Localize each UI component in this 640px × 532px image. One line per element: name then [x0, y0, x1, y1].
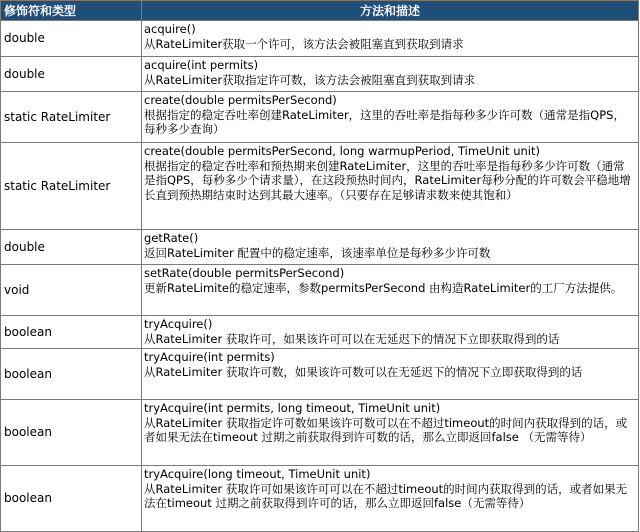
- row-type: double: [1, 21, 142, 57]
- method-signature: create(double permitsPerSecond): [144, 93, 337, 107]
- row-type: boolean: [1, 466, 142, 532]
- method-description: 从RateLimiter获取一个许可，该方法会被阻塞直到获取到请求: [144, 36, 464, 51]
- method-signature: tryAcquire(): [144, 317, 213, 331]
- row-type: static RateLimiter: [1, 143, 142, 230]
- row-method: [142, 143, 639, 230]
- row-method: [142, 400, 639, 466]
- method-description: 根据指定的稳定吞吐率和预热期来创建RateLimiter，这里的吞吐率是指每秒多少许可数（通常是指QPS，每秒多少个请求量），在这段预热时间内，RateLimiter每秒分配的许可数会平稳地增长直到预热期结束时达到其最大速率。（只要存在足够请求数来使其饱和）: [144, 158, 631, 202]
- row-method: [142, 92, 639, 143]
- table-row: [1, 230, 639, 265]
- table-row: [1, 92, 639, 143]
- method-signature: tryAcquire(long timeout, TimeUnit unit): [144, 467, 371, 481]
- table-row: [1, 21, 639, 57]
- method-signature: setRate(double permitsPerSecond): [144, 266, 345, 280]
- row-type: double: [1, 57, 142, 92]
- row-type: static RateLimiter: [1, 92, 142, 143]
- method-description: 更新RateLimite的稳定速率，参数permitsPerSecond 由构造RateLimiter的工厂方法提供。: [144, 280, 623, 295]
- method-description: 返回RateLimiter 配置中的稳定速率，该速率单位是每秒多少许可数: [144, 245, 491, 260]
- table-row: [1, 400, 639, 466]
- row-method: [142, 230, 639, 265]
- method-description: 从RateLimiter 获取许可数，如果该许可数可以在无延迟下的情况下立即获取得到的话: [144, 364, 583, 379]
- column-header-type: 修饰符和类型: [1, 1, 142, 21]
- table-row: [1, 349, 639, 400]
- column-header-method: 方法和描述: [142, 1, 639, 21]
- row-method: [142, 466, 639, 532]
- method-signature: getRate(): [144, 231, 199, 245]
- table-row: [1, 57, 639, 92]
- row-method: [142, 349, 639, 400]
- table-row: [1, 466, 639, 532]
- row-type: boolean: [1, 400, 142, 466]
- table-row: [1, 143, 639, 230]
- row-method: [142, 21, 639, 57]
- method-signature: acquire(int permits): [144, 58, 259, 72]
- method-description: 从RateLimiter 获取许可如果该许可可以在不超过timeout的时间内获取得到的话，或者如果无法在timeout 过期之前获取得到许可的话，那么立即返回false（无需等待）: [144, 481, 628, 511]
- method-description: 从RateLimiter 获取指定许可数如果该许可数可以在不超过timeout的时间内获取得到的话，或者如果无法在timeout 过期之前获取得到许可数的话，那么立即返回false （无需等待）: [144, 415, 628, 445]
- row-type: boolean: [1, 316, 142, 349]
- row-method: [142, 316, 639, 349]
- method-signature: tryAcquire(int permits, long timeout, TimeUnit unit): [144, 401, 441, 415]
- row-type: boolean: [1, 349, 142, 400]
- method-description: 根据指定的稳定吞吐率创建RateLimiter，这里的吞吐率是指每秒多少许可数（通常是指QPS，每秒多少查询）: [144, 107, 625, 137]
- header-row: [1, 1, 639, 21]
- row-method: [142, 265, 639, 316]
- method-description: 从RateLimiter获取指定许可数，该方法会被阻塞直到获取到请求: [144, 72, 476, 87]
- row-type: double: [1, 230, 142, 265]
- method-signature: tryAcquire(int permits): [144, 350, 275, 364]
- row-method: [142, 57, 639, 92]
- table-row: [1, 316, 639, 349]
- table-row: [1, 265, 639, 316]
- row-type: void: [1, 265, 142, 316]
- method-description: 从RateLimiter 获取许可，如果该许可可以在无延迟下的情况下立即获取得到的话: [144, 331, 560, 346]
- method-signature: acquire(): [144, 22, 196, 36]
- method-signature: create(double permitsPerSecond, long warmupPeriod, TimeUnit unit): [144, 144, 540, 158]
